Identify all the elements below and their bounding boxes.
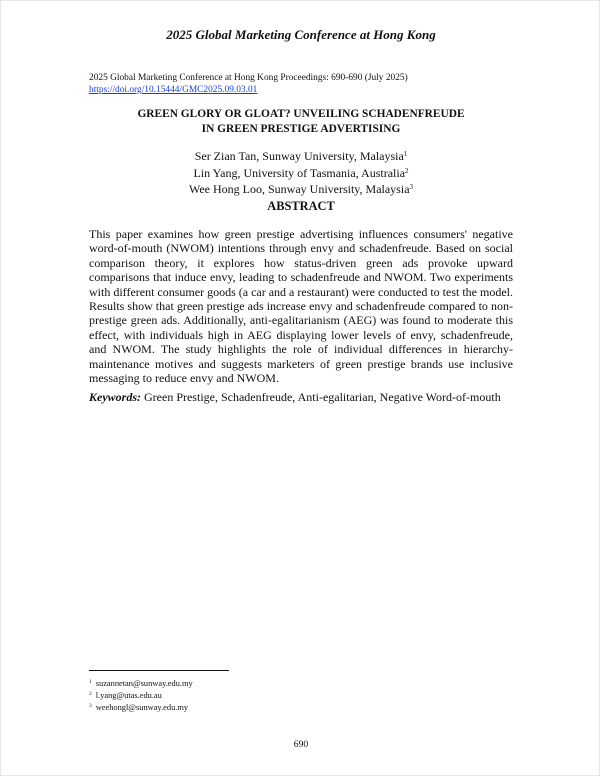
keywords [89,390,519,404]
footnote-1: $^1$ suzannetan@sunway.edu.my [89,679,193,688]
doi-link[interactable]: https://doi.org/10.15444/GMC2025.09.03.01 [89,85,258,95]
abstract-body: This paper examines how green prestige advertising influences consumers' negative word-of-mouth (NWOM) intentions through envy and schadenfreude. Based on social comparison theory, it explores how status-driven green ads provoke upward comparisons that induce envy, leading to schadenfreude and NWOM. Two experiments with different consumer goods (a car and a restaurant) were conducted to test the model. Results show that green prestige ads increase envy and schadenfreude compared to non-prestige green ads. Additionally, anti-egalitarianism (AEG) was found to moderate this effect, with individuals high in AEG displaying lower levels of envy, schadenfreude, and NWOM. The study highlights the role of individual differences in hierarchy-maintenance motives and suggests marketers of green prestige brands use inclusive messaging to reduce envy and NWOM. [89,227,513,386]
keywords-text: Green Prestige, Schadenfreude, Anti-egalitarian, Negative Word-of-mouth [144,390,501,404]
author-list [61,147,541,197]
author-1-footnote-mark: 1 [403,150,408,158]
footnotes [89,677,193,713]
author-2: Lin Yang, University of Tasmania, Australia$^2$ [193,165,409,180]
author-1: Ser Zian Tan, Sunway University, Malaysia$^1$ [194,149,408,163]
keywords-label: Keywords: [89,390,141,404]
footnote-2: $^2$ l.yang@utas.edu.au [89,691,162,700]
paper-title [61,107,541,136]
proceedings-citation: 2025 Global Marketing Conference at Hong Kong Proceedings: 690-690 (July 2025) [89,73,408,83]
footnote-2-email: l.yang@utas.edu.au [95,691,162,700]
running-header: 2025 Global Marketing Conference at Hong Kong [166,27,436,42]
page-number: 690 [293,739,309,750]
footnote-divider [89,670,229,671]
author-3-footnote-mark: 3 [409,183,414,191]
footnote-1-email: suzannetan@sunway.edu.my [95,679,193,688]
footnote-3: $^3$ weehongl@sunway.edu.my [89,703,189,712]
footnote-3-email: weehongl@sunway.edu.my [95,703,189,712]
paper-title-line-1: GREEN GLORY OR GLOAT? UNVEILING SCHADENFREUDE [137,108,465,120]
paper-title-line-2: IN GREEN PRESTIGE ADVERTISING [201,122,401,135]
abstract-heading: ABSTRACT [267,199,335,213]
author-3: Wee Hong Loo, Sunway University, Malaysia$^3$ [188,182,414,196]
author-2-footnote-mark: 2 [405,166,409,175]
